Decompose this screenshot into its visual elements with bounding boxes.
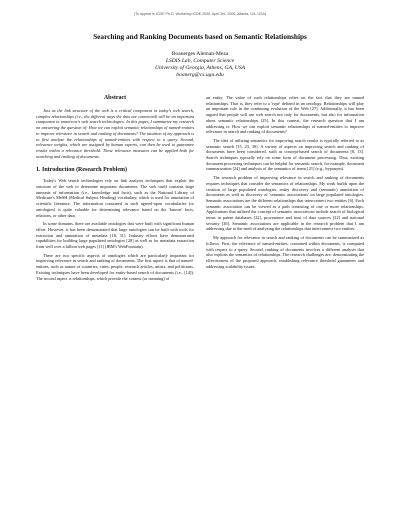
paper-title: Searching and Ranking Documents based on Semantic Relationships (93, 32, 307, 41)
two-column-body (36, 95, 364, 284)
intro-paragraph: In some domains, there are available ontologies that were built with significant human effort. However, it has been demonstrated that large ontologies can be built with tools for extraction and annotation of metadata [18, 31]. Industry efforts have demonstrated capabilities for building large populated ontologies [28] as well as for metadata extraction from well over a billion web pages [11] (IBM's WebFountain). (36, 221, 194, 250)
right-column (206, 95, 364, 284)
author-affiliation: LSDIS Lab, Computer Science (165, 58, 235, 64)
author-name: Boanerges Aleman-Meza (171, 51, 229, 57)
author-university: University of Georgia, Athens, GA, USA (154, 65, 246, 71)
author-block (36, 51, 364, 79)
body-paragraph: an entity. The value of such relationships relies on the fact that they are named relationships. That is, they refer to a 'type' defined in an ontology. Relationships will play an important role in the continuing evolution of the Web [27]. Additionally, it has been argued that people will use web search not only for documents, but also for information about semantic relationships [25]. In this context, the research question that I am addressing is: How we can exploit semantic relationships of named-entities to improve relevance in search and ranking of documents? (206, 95, 364, 135)
abstract-heading: Abstract (103, 95, 127, 101)
intro-paragraph: There are two specific aspects of ontologies which are particularly important for improving relevance in search and ranking of documents. The first aspect is that of named-entities, such as names of countries, cities, people, research articles, artists, and politicians. Existing techniques have been developed for entity-based search of documents (i.e., [14]). The second aspect is relationships, which provide the context (or meaning) of (36, 252, 194, 281)
body-paragraph: The idea of utilizing semantics for improving search results is typically referred to as semantic search [15, 23, 30]. A variety of aspects on improving search and ranking of documents have been considered, such as concept-based search of documents [8, 13]. Search techniques typically rely on some form of document processing. Thus, existing document processing techniques can be helpful for semantic search, for example, document summarization [24] and analysis of the semantics of terms [21] (e.g., hyponym). (206, 137, 364, 172)
body-paragraph: My approach for relevance in search and ranking of documents can be summarized as follows. First, the relevance of named-entities, contained within documents, is computed with respect to a query. Second, ranking of documents involves a different analysis that also exploits the semantics of relationships. The research challenges are: demonstrating the effectiveness of the proposed approach, establishing relevance threshold guarantees and addressing scalability issues. (206, 235, 364, 269)
abstract-text: Just as the link structure of the web is a critical component in today's web search, complex relationships (i.e., the different ways the dots are connected) will be an important component in tomorrow's web search technologies. In this paper, I summarize my research on answering the question of: How we can exploit semantic relationships of named-entities to improve relevance in search and ranking of documents? The intuition of my approach is to first analyze the relationships of named-entities with respect to a query. Second, relevance weights, which are assigned by human experts, can then be used to guarantee results within a relevance threshold. These relevance measures can be applied both for searching and ranking of documents. (36, 108, 194, 159)
venue-note: (To appear in ICDE Ph.D. Workshop ICDE 2006, April 3rd, 2006, Atlanta, GA, USA) (133, 12, 267, 16)
intro-paragraph: Today's Web search technologies rely on link analysis techniques that exploit the structure of the web to determine important documents. The web itself contains large amounts of information (i.e., knowledge and facts), such as the National Library of Medicine's MeSH (Medical Subject Heading) vocabulary, which is used for annotation of scientific literature. The information contained in such agreed-upon vocabularies (or ontologies) is quite valuable for determining relevance based on the 'known' facts, relations, or other data. (36, 178, 194, 218)
author-email: boanerg@cs.uga.edu (176, 72, 224, 78)
intro-heading: 1. Introduction (Research Problem) (36, 167, 127, 174)
left-column (36, 95, 194, 284)
body-paragraph: The research problem of improving relevance in search and ranking of documents requires techniques that consider the semantics of relationships. My work builds upon the creation of large populated ontologies, entity discovery and (semantic) annotation of documents as well as discovery of 'semantic associations' on large populated ontologies. Semantic associations are the different relationships that interconnect two entities [6]. Each semantic association can be viewed as a path consisting of one or more relationships. Applications that utilized the concept of semantic associations include search of biological terms in patent databases [22], provenance and trust of data sources [22] and national security [26]. Semantic associations are applicable in the research problem that I am addressing due to the need of analyzing the relationships that interconnect two entities. (206, 175, 364, 232)
